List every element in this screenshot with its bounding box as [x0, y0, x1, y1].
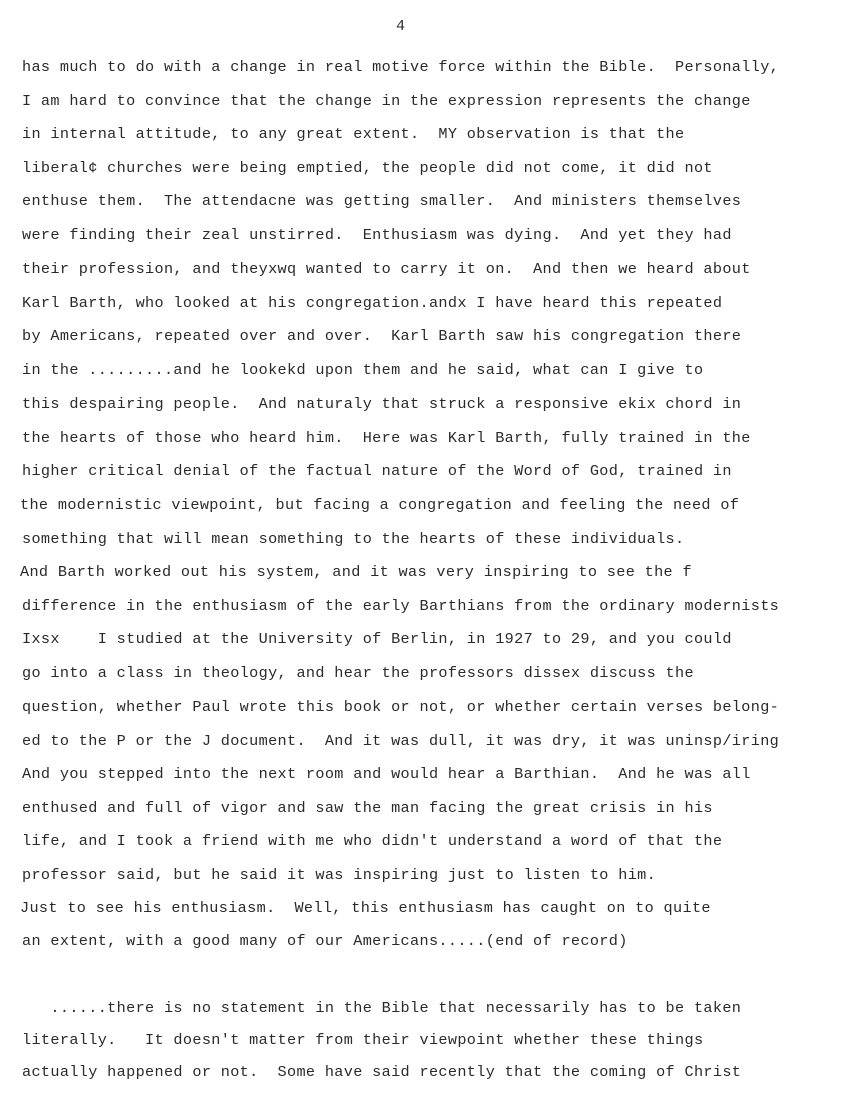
page-number: 4 — [396, 18, 406, 35]
text-line: And Barth worked out his system, and it was very inspiring to see the f — [20, 563, 692, 581]
text-line: Karl Barth, who looked at his congregation.andx I have heard this repeated — [22, 294, 723, 312]
text-line: Ixsx I studied at the University of Berlin, in 1927 to 29, and you could — [22, 630, 732, 648]
text-line: difference in the enthusiasm of the early Barthians from the ordinary modernists — [22, 597, 780, 615]
text-line: literally. It doesn't matter from their viewpoint whether these things — [22, 1031, 704, 1049]
text-line: in internal attitude, to any great extent. MY observation is that the — [22, 125, 685, 143]
text-line: enthuse them. The attendacne was getting smaller. And ministers themselves — [22, 192, 742, 210]
text-line: were finding their zeal unstirred. Enthusiasm was dying. And yet they had — [22, 226, 732, 244]
text-line: ......there is no statement in the Bible that necessarily has to be taken — [22, 999, 742, 1017]
text-line: go into a class in theology, and hear the professors dissex discuss the — [22, 664, 694, 682]
text-line: professor said, but he said it was inspiring just to listen to him. — [22, 866, 657, 884]
text-line: their profession, and theyxwq wanted to carry it on. And then we heard about — [22, 260, 751, 278]
text-line: Just to see his enthusiasm. Well, this enthusiasm has caught on to quite — [20, 899, 711, 917]
text-line: this despairing people. And naturaly that struck a responsive ekix chord in — [22, 395, 742, 413]
text-line: actually happened or not. Some have said recently that the coming of Christ — [22, 1063, 742, 1081]
text-line: higher critical denial of the factual nature of the Word of God, trained in — [22, 462, 732, 480]
text-line: by Americans, repeated over and over. Karl Barth saw his congregation there — [22, 327, 742, 345]
text-line: question, whether Paul wrote this book or not, or whether certain verses belong- — [22, 698, 780, 716]
text-line: something that will mean something to the hearts of these individuals. — [22, 530, 685, 548]
text-line: I am hard to convince that the change in the expression represents the change — [22, 92, 751, 110]
text-line: enthused and full of vigor and saw the man facing the great crisis in his — [22, 799, 713, 817]
text-line: the modernistic viewpoint, but facing a congregation and feeling the need of — [20, 496, 740, 514]
text-line: life, and I took a friend with me who didn't understand a word of that the — [22, 832, 723, 850]
text-line: liberal¢ churches were being emptied, the people did not come, it did not — [22, 159, 713, 177]
text-line: in the .........and he lookekd upon them and he said, what can I give to — [22, 361, 704, 379]
text-line: ed to the P or the J document. And it was dull, it was dry, it was uninsp/iring — [22, 732, 780, 750]
text-line: And you stepped into the next room and would hear a Barthian. And he was all — [22, 765, 751, 783]
text-line: the hearts of those who heard him. Here was Karl Barth, fully trained in the — [22, 429, 751, 447]
text-line: an extent, with a good many of our Americans.....(end of record) — [22, 932, 628, 950]
text-line: has much to do with a change in real motive force within the Bible. Personally, — [22, 58, 780, 76]
